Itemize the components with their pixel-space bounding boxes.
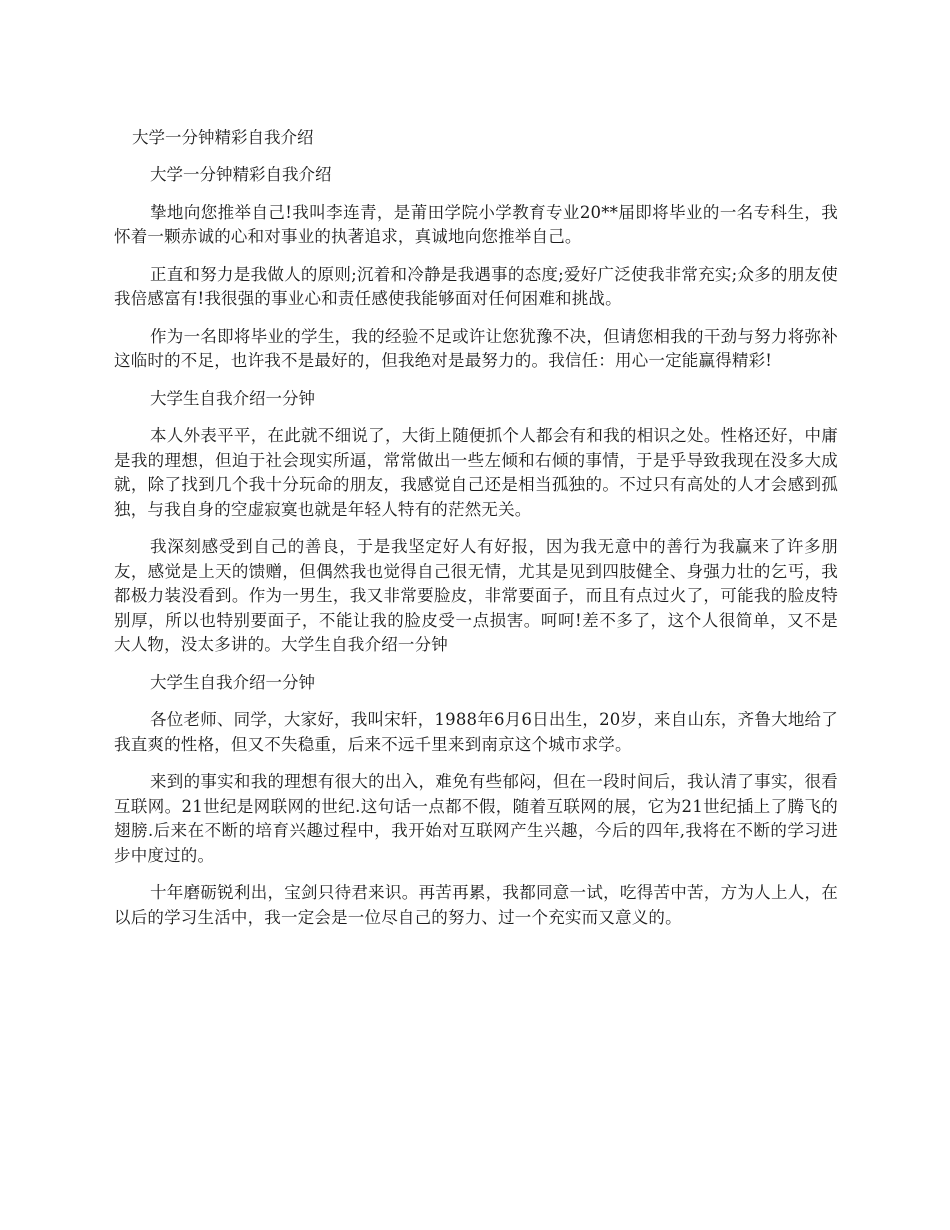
document-title: 大学一分钟精彩自我介绍 [132, 128, 314, 147]
document-page [114, 126, 838, 943]
section-heading: 大学一分钟精彩自我介绍 [150, 165, 332, 184]
paragraph: 本人外表平平，在此就不细说了，大街上随便抓个人都会有和我的相识之处。性格还好，中庸是我的理想，但迫于社会现实所逼，常常做出一些左倾和右倾的事情，于是乎导致我现在没多大成就，除了找到几个我十分玩命的朋友，我感觉自己还是相当孤独的。不过只有高处的人才会感到孤独，与我自身的空虚寂寞也就是年轻人特有的茫然无关。 [114, 426, 838, 519]
section-heading: 大学生自我介绍一分钟 [150, 672, 315, 692]
paragraph: 各位老师、同学，大家好，我叫宋轩，1988年6月6日出生，20岁，来自山东，齐鲁大地给了我直爽的性格，但又不失稳重，后来不远千里来到南京这个城市求学。 [114, 710, 838, 754]
paragraph: 挚地向您推举自己!我叫李连青，是莆田学院小学教育专业20**届即将毕业的一名专科生，我怀着一颗赤诚的心和对事业的执著追求，真诚地向您推举自己。 [114, 202, 838, 246]
paragraph: 十年磨砺锐利出，宝剑只待君来识。再苦再累，我都同意一试，吃得苦中苦，方为人上人，在以后的学习生活中，我一定会是一位尽自己的努力、过一个充实而又意义的。 [114, 883, 838, 927]
paragraph: 我深刻感受到自己的善良，于是我坚定好人有好报，因为我无意中的善行为我赢来了许多朋友，感觉是上天的馈赠，但偶然我也觉得自己很无情，尤其是见到四肢健全、身强力壮的乞丐，我都极力装没看到。作为一男生，我又非常要脸皮，非常要面子，而且有点过火了，可能我的脸皮特别厚，所以也特别要面子，不能让我的脸皮受一点损害。呵呵!差不多了，这个人很简单，又不是大人物，没太多讲的。大学生自我介绍一分钟 [114, 537, 838, 654]
section-heading: 大学生自我介绍一分钟 [150, 388, 315, 408]
paragraph: 来到的事实和我的理想有很大的出入，难免有些郁闷，但在一段时间后，我认清了事实，很看互联网。21世纪是网联网的世纪.这句话一点都不假，随着互联网的展，它为21世纪插上了腾飞的翅膀.后来在不断的培育兴趣过程中，我开始对互联网产生兴趣，今后的四年,我将在不断的学习进步中度过的。 [114, 772, 838, 865]
paragraph: 正直和努力是我做人的原则;沉着和冷静是我遇事的态度;爱好广泛使我非常充实;众多的朋友使我倍感富有!我很强的事业心和责任感使我能够面对任何困难和挑战。 [114, 264, 838, 308]
paragraph: 作为一名即将毕业的学生，我的经验不足或许让您犹豫不决，但请您相我的干劲与努力将弥补这临时的不足，也许我不是最好的，但我绝对是最努力的。我信任：用心一定能赢得精彩! [114, 326, 838, 370]
